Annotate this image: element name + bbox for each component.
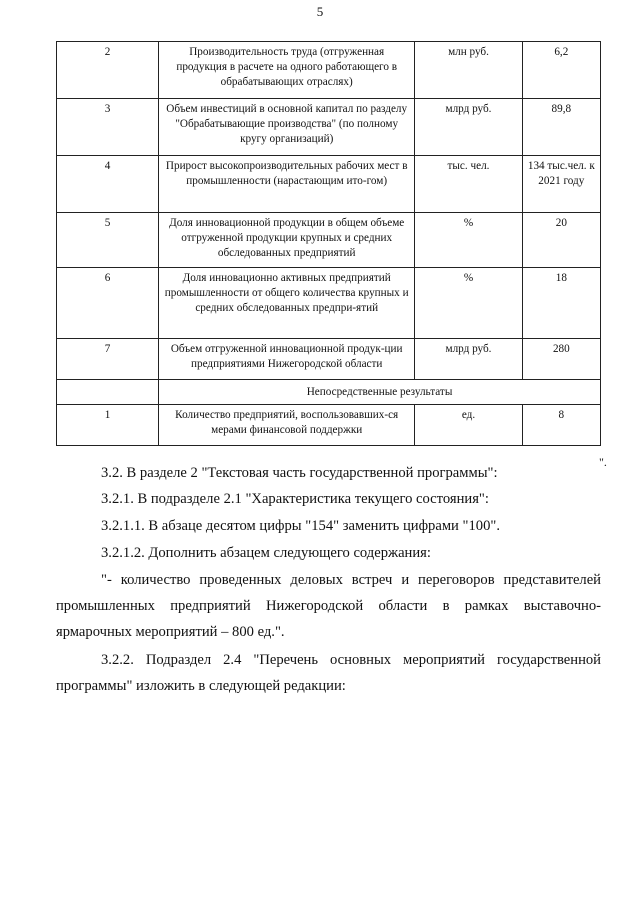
table-row <box>57 213 601 268</box>
paragraph: 3.2. В разделе 2 "Текстовая часть государственной программы": <box>101 465 498 481</box>
row-number: 4 <box>57 156 159 213</box>
table-row <box>57 268 601 339</box>
unit-cell: млрд руб. <box>415 339 522 380</box>
table-closing-quote: ". <box>599 455 607 469</box>
table-row <box>57 339 601 380</box>
value-cell: 6,2 <box>522 42 600 99</box>
section-header: Непосредственные результаты <box>159 380 601 405</box>
table-section-row <box>57 380 601 405</box>
paragraph: "- количество проведенных деловых встреч и переговоров представителей промышленных предприятий Нижегородской области в рамках выставочно-ярмарочных мероприятий – 800 ед.". <box>56 572 601 640</box>
indicator-name: Объем отгруженной инновационной продук-ции предприятиями Нижегородской области <box>159 339 415 380</box>
unit-cell: млрд руб. <box>415 99 522 156</box>
unit-cell: млн руб. <box>415 42 522 99</box>
row-number: 7 <box>57 339 159 380</box>
indicators-table <box>56 41 601 446</box>
row-number: 6 <box>57 268 159 339</box>
value-cell: 20 <box>522 213 600 268</box>
value-cell: 134 тыс.чел. к 2021 году <box>522 156 600 213</box>
table-row <box>57 42 601 99</box>
indicator-name: Доля инновационно активных предприятий промышленности от общего количества крупных и средних обследованных предпри-ятий <box>159 268 415 339</box>
value-cell: 280 <box>522 339 600 380</box>
row-number: 1 <box>57 405 159 446</box>
row-number: 3 <box>57 99 159 156</box>
value-cell: 89,8 <box>522 99 600 156</box>
row-number: 5 <box>57 213 159 268</box>
paragraph: 3.2.2. Подраздел 2.4 "Перечень основных мероприятий государственной программы" изложить в следующей редакции: <box>56 652 601 694</box>
unit-cell: % <box>415 268 522 339</box>
paragraph: 3.2.1.2. Дополнить абзацем следующего содержания: <box>101 545 431 561</box>
unit-cell: тыс. чел. <box>415 156 522 213</box>
table-row <box>57 156 601 213</box>
page-number: 5 <box>316 4 324 19</box>
paragraph: 3.2.1.1. В абзаце десятом цифры "154" заменить цифрами "100". <box>101 518 500 534</box>
unit-cell: % <box>415 213 522 268</box>
paragraph: 3.2.1. В подразделе 2.1 "Характеристика текущего состояния": <box>101 491 489 507</box>
unit-cell: ед. <box>415 405 522 446</box>
indicator-name: Объем инвестиций в основной капитал по разделу "Обрабатывающие производства" (по полному кругу организаций) <box>159 99 415 156</box>
empty-cell <box>57 380 159 405</box>
value-cell: 8 <box>522 405 600 446</box>
row-number: 2 <box>57 42 159 99</box>
indicator-name: Доля инновационной продукции в общем объеме отгруженной продукции крупных и средних обследованных предприятий <box>159 213 415 268</box>
table-row <box>57 99 601 156</box>
indicator-name: Производительность труда (отгруженная продукция в расчете на одного работающего в обрабатывающих отраслях) <box>159 42 415 99</box>
indicator-name: Количество предприятий, воспользовавших-ся мерами финансовой поддержки <box>159 405 415 446</box>
value-cell: 18 <box>522 268 600 339</box>
indicator-name: Прирост высокопроизводительных рабочих мест в промышленности (нарастающим ито-гом) <box>159 156 415 213</box>
table-row <box>57 405 601 446</box>
